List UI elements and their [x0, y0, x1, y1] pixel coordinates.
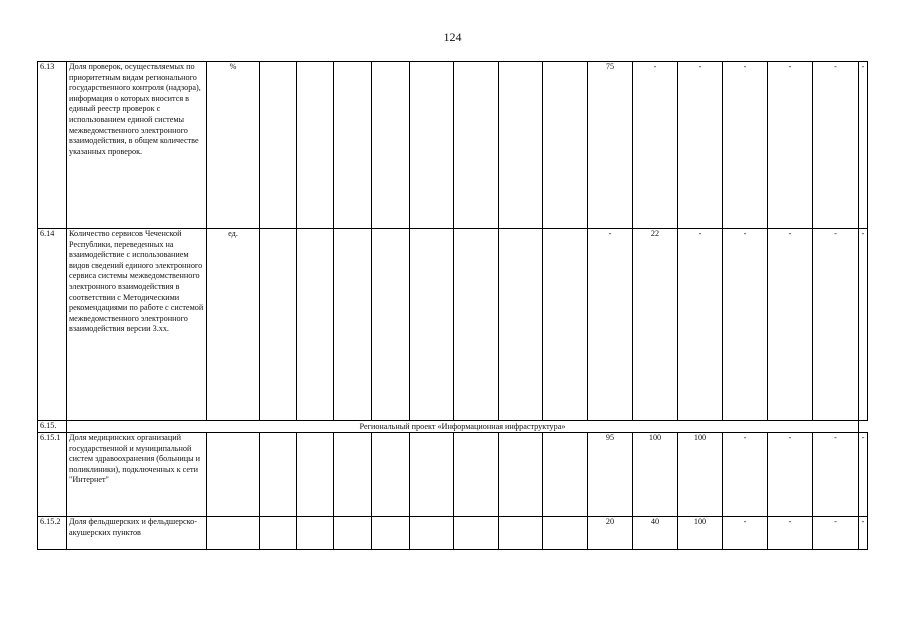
table-row [38, 229, 868, 421]
section-row [38, 421, 868, 433]
section-title: Региональный проект «Информационная инфраструктура» [67, 421, 859, 433]
value-cell: - [768, 517, 813, 550]
value-cell [410, 433, 454, 517]
value-cell [454, 62, 499, 229]
indicators-table [37, 61, 868, 550]
table-row [38, 517, 868, 550]
value-cell: 20 [588, 517, 633, 550]
value-cell [372, 62, 410, 229]
row-number: 6.15.1 [38, 433, 67, 517]
value-cell [334, 62, 372, 229]
value-cell: - [768, 229, 813, 421]
unit-cell: % [207, 62, 260, 229]
value-cell [260, 229, 297, 421]
value-cell: 100 [678, 433, 723, 517]
value-cell: - [678, 229, 723, 421]
row-number: 6.15.2 [38, 517, 67, 550]
unit-cell [207, 517, 260, 550]
value-cell: - [813, 229, 859, 421]
value-cell [543, 517, 588, 550]
value-cell [499, 62, 543, 229]
value-cell [334, 517, 372, 550]
value-cell: - [678, 62, 723, 229]
value-cell [543, 62, 588, 229]
table-row [38, 433, 868, 517]
value-cell [454, 433, 499, 517]
value-cell [454, 517, 499, 550]
value-cell [334, 433, 372, 517]
indicator-name: Доля проверок, осуществляемых по приоритетным видам регионального государственного контроля (надзора), информация о которых вносится в единый реестр проверок с использованием единой системы межведомственного электронного взаимодействия, в общем количестве указанных проверок. [67, 62, 207, 229]
table-row [38, 62, 868, 229]
value-cell [410, 229, 454, 421]
value-cell [499, 229, 543, 421]
value-cell [297, 62, 334, 229]
value-cell: 40 [633, 517, 678, 550]
value-cell: 95 [588, 433, 633, 517]
value-cell [410, 62, 454, 229]
value-cell [410, 517, 454, 550]
value-cell: - [768, 433, 813, 517]
value-cell: - [813, 517, 859, 550]
row-number: 6.13 [38, 62, 67, 229]
indicator-name: Доля фельдшерских и фельдшерско-акушерских пунктов [67, 517, 207, 550]
page-number: 124 [443, 30, 462, 44]
value-cell: - [813, 433, 859, 517]
value-cell [499, 517, 543, 550]
value-cell [297, 517, 334, 550]
value-cell [372, 229, 410, 421]
value-cell: - [723, 229, 768, 421]
value-cell [297, 229, 334, 421]
row-number: 6.14 [38, 229, 67, 421]
value-cell: 100 [678, 517, 723, 550]
value-cell: - [633, 62, 678, 229]
value-cell [454, 229, 499, 421]
value-cell: 100 [633, 433, 678, 517]
value-cell: - [723, 517, 768, 550]
value-cell: - [723, 62, 768, 229]
value-cell [260, 62, 297, 229]
value-cell: - [859, 433, 868, 517]
value-cell: - [723, 433, 768, 517]
value-cell [260, 517, 297, 550]
indicator-name: Количество сервисов Чеченской Республики, переведенных на взаимодействие с использованием видов сведений единого электронного сервиса системы межведомственного электронного взаимодействия в соответствии с Методическими рекомендациями по работе с системой межведомственного электронного взаимодействия версии 3.хх. [67, 229, 207, 421]
indicator-name: Доля медицинских организаций государственной и муниципальной систем здравоохранения (больницы и поликлиники), подключенных к сети "Интернет" [67, 433, 207, 517]
value-cell: - [859, 62, 868, 229]
value-cell [372, 433, 410, 517]
value-cell [372, 517, 410, 550]
value-cell [297, 433, 334, 517]
unit-cell: ед. [207, 229, 260, 421]
value-cell: - [859, 517, 868, 550]
value-cell: - [813, 62, 859, 229]
value-cell: - [588, 229, 633, 421]
value-cell [543, 229, 588, 421]
value-cell: 22 [633, 229, 678, 421]
value-cell [499, 433, 543, 517]
row-number: 6.15. [38, 421, 67, 433]
value-cell [334, 229, 372, 421]
value-cell: - [859, 229, 868, 421]
value-cell [260, 433, 297, 517]
value-cell: - [768, 62, 813, 229]
value-cell: 75 [588, 62, 633, 229]
unit-cell [207, 433, 260, 517]
value-cell [543, 433, 588, 517]
